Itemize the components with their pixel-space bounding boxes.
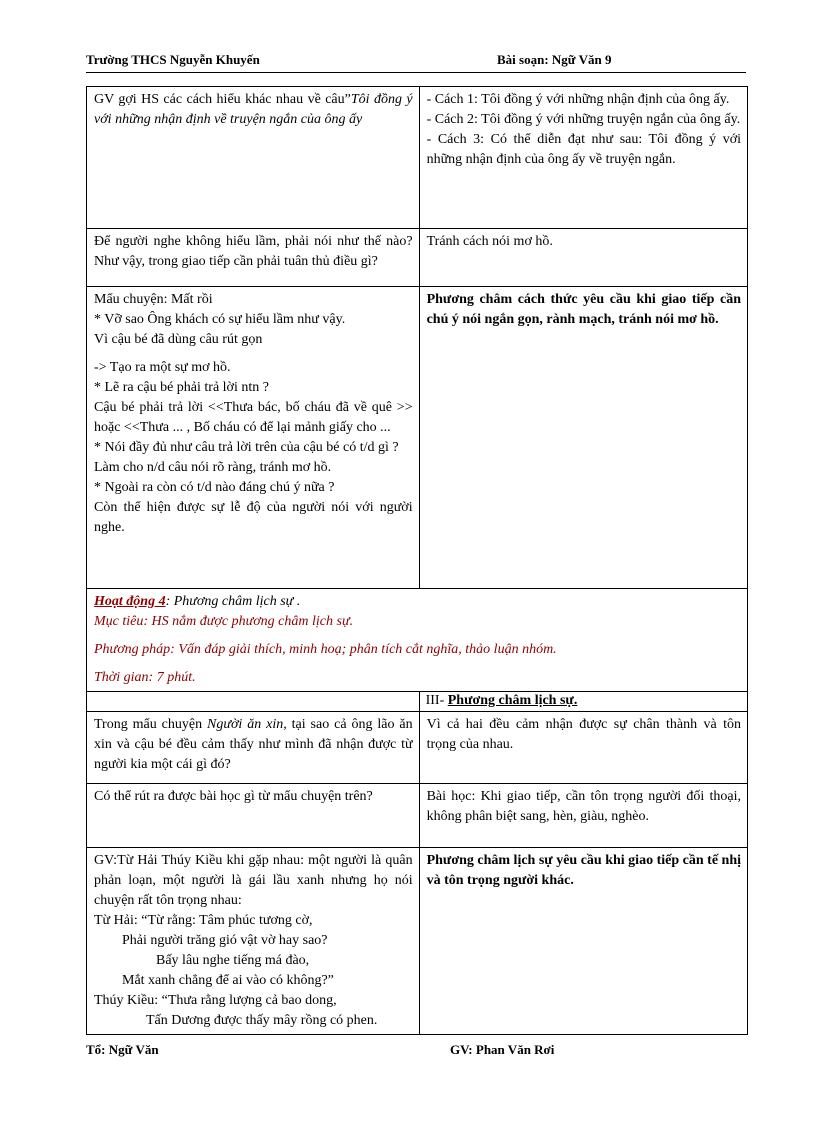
student-cell (419, 712, 747, 784)
row1-right-line: - Cách 1: Tôi đồng ý với những nhận định của ông ấy. (426, 92, 730, 107)
lesson-table (86, 86, 748, 1035)
poem-line: Tấn Dương được thấy mây rồng có phen. (146, 1013, 378, 1028)
section-prefix: III- (425, 693, 448, 708)
table-row (87, 692, 748, 712)
header-rule (86, 72, 746, 73)
activity-row (87, 589, 748, 692)
row3-left-line: Cậu bé phải trả lời <<Thưa bác, bố cháu đã về quê >> hoặc <<Thưa ... , Bố cháu có để lại mảnh giấy cho ... (94, 400, 413, 435)
row1-left-prefix: GV gợi HS các cách hiểu khác nhau về câu” (94, 92, 351, 107)
poem-line: Bấy lâu nghe tiếng má đào, (156, 953, 310, 968)
row5-right: Bài học: Khi giao tiếp, cần tôn trọng người đối thoại, không phân biệt sang, hèn, giàu, nghèo. (426, 789, 741, 824)
teacher-cell (87, 692, 420, 712)
table-row (87, 784, 748, 848)
row3-left-line: -> Tạo ra một sự mơ hồ. (94, 360, 231, 375)
row5-left: Có thể rút ra được bài học gì từ mẩu chuyện trên? (94, 789, 373, 804)
section-title: Phương châm lịch sự. (447, 693, 578, 708)
row1-left-italic: Tôi đồng ý với những nhận định về truyện ngắn của ông ấy (94, 92, 413, 127)
header-school: Trường THCS Nguyễn Khuyến (86, 52, 260, 67)
row3-left-line: * Ngoài ra còn có t/d nào đáng chú ý nữa ? (94, 480, 335, 495)
table-row (87, 848, 748, 1035)
student-cell (419, 784, 747, 848)
footer-teacher: GV: Phan Văn Rơi (450, 1042, 555, 1057)
row3-left-line: * Vỡ sao Ông khách có sự hiểu lầm như vậy. (94, 312, 346, 327)
teacher-cell (87, 848, 420, 1035)
teacher-cell (87, 712, 420, 784)
row6-right: Phương châm lịch sự yêu cầu khi giao tiếp cần tế nhị và tôn trọng người khác. (426, 853, 741, 888)
student-cell (419, 287, 747, 589)
row3-left-line: Làm cho n/d câu nói rõ ràng, tránh mơ hồ. (94, 460, 332, 475)
row6-left-intro: GV:Từ Hải Thúy Kiều khi gặp nhau: một người là quân phản loạn, một người là gái lầu xanh nhưng họ nói chuyện rất tôn trọng nhau: (94, 853, 413, 908)
activity-objective: Mục tiêu: HS nắm được phương châm lịch sự. (94, 614, 354, 629)
row3-left-line: Mẩu chuyện: Mất rồi (94, 292, 213, 307)
activity-time: Thời gian: 7 phút. (94, 670, 196, 685)
student-cell (419, 692, 747, 712)
row2-left: Để người nghe không hiểu lầm, phải nói như thế nào? Như vậy, trong giao tiếp cần phải tuân thủ điều gì? (94, 234, 413, 269)
teacher-cell (87, 229, 420, 287)
row2-right: Tránh cách nói mơ hồ. (426, 234, 553, 249)
row3-left-line: * Nói đầy đủ như câu trả lời trên của cậu bé có t/d gì ? (94, 440, 399, 455)
activity-method: Phương pháp: Vấn đáp giải thích, minh hoạ; phân tích cắt nghĩa, thảo luận nhóm. (94, 642, 557, 657)
footer-rule (86, 1034, 746, 1035)
footer-department: Tổ: Ngữ Văn (86, 1042, 159, 1057)
poem-line: Từ Hải: “Từ rằng: Tâm phúc tương cờ, (94, 913, 313, 928)
row3-left-line: * Lẽ ra cậu bé phải trả lời ntn ? (94, 380, 269, 395)
row4-right: Vì cả hai đều cảm nhận được sự chân thành và tôn trọng của nhau. (426, 717, 741, 752)
row1-right-line: - Cách 3: Có thể diễn đạt như sau: Tôi đồng ý với những nhận định của ông ấy về truyện ngắn. (426, 132, 741, 167)
poem-line: Mắt xanh chẳng để ai vào có không?” (122, 973, 334, 988)
table-row (87, 712, 748, 784)
table-row (87, 87, 748, 229)
row3-left-line: Vì cậu bé đã dùng câu rút gọn (94, 332, 263, 347)
student-cell (419, 229, 747, 287)
teacher-cell (87, 784, 420, 848)
activity-cell (87, 589, 748, 692)
table-row (87, 229, 748, 287)
activity-title: : Phương châm lịch sự . (165, 594, 301, 609)
row3-left-line: Còn thể hiện được sự lễ độ của người nói với người nghe. (94, 500, 413, 535)
row4-left-italic: Người ăn xin, (206, 717, 287, 732)
teacher-cell (87, 287, 420, 589)
row1-right-line: - Cách 2: Tôi đồng ý với những truyện ngắn của ông ấy. (426, 112, 741, 127)
row4-left-a: Trong mẩu chuyện (94, 717, 207, 732)
student-cell (419, 848, 747, 1035)
row4-left-b: tại sao cả ông lão ăn xin và cậu bé đều cảm thấy như mình đã nhận được từ người kia một cái gì đó? (94, 717, 413, 772)
poem-line: Thúy Kiều: “Thưa rằng lượng cả bao dong, (94, 993, 337, 1008)
row3-right: Phương châm cách thức yêu cầu khi giao tiếp cần chú ý nói ngắn gọn, rành mạch, tránh nói mơ hồ. (426, 292, 741, 327)
teacher-cell (87, 87, 420, 229)
table-row (87, 287, 748, 589)
activity-label: Hoạt động 4 (94, 594, 166, 609)
header-subject: Bài soạn: Ngữ Văn 9 (497, 52, 612, 67)
poem-line: Phải người trăng gió vật vờ hay sao? (122, 933, 328, 948)
student-cell (419, 87, 747, 229)
